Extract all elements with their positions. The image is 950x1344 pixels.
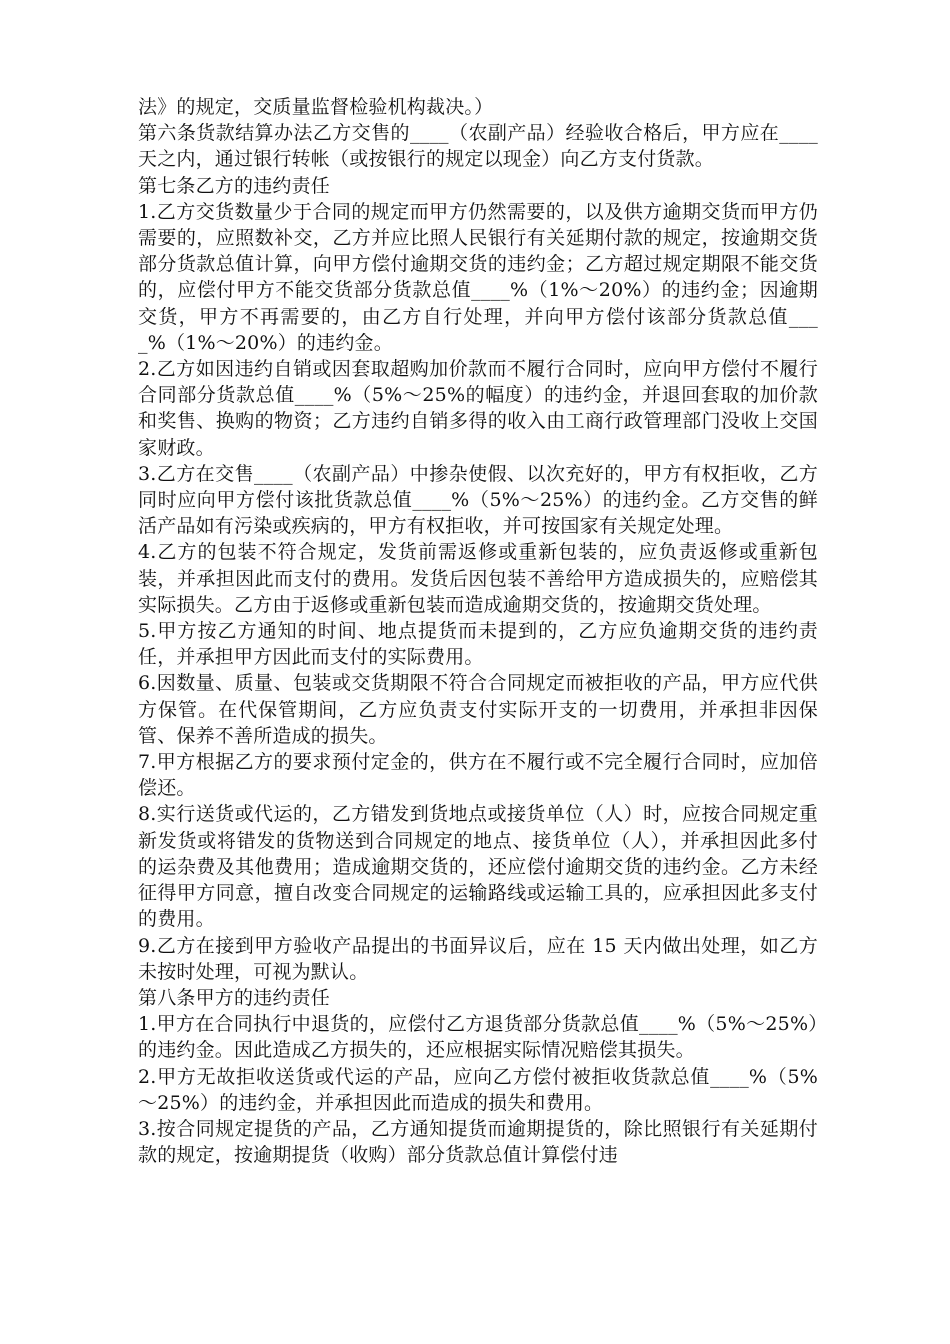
paragraph-continuation: 法》的规定，交质量监督检验机构裁决。）	[138, 96, 494, 118]
article-8-clause-3: 3.按合同规定提货的产品，乙方通知提货而逾期提货的，除比照银行有关延期付款的规定，按逾期提货（收购）部分货款总值计算偿付违	[138, 1117, 818, 1167]
article-7-clause-6: 6.因数量、质量、包装或交货期限不符合合同规定而被拒收的产品，甲方应代供方保管。在代保管期间，乙方应负责支付实际开支的一切费用，并承担非因保管、保养不善所造成的损失。	[138, 672, 818, 747]
article-7-clause-9: 9.乙方在接到甲方验收产品提出的书面异议后，应在 15 天内做出处理，如乙方未按时处理，可视为默认。	[138, 934, 818, 983]
article-7-clause-5: 5.甲方按乙方通知的时间、地点提货而未提到的，乙方应负逾期交货的违约责任，并承担甲方因此而支付的实际费用。	[138, 620, 818, 669]
article-7-clause-8: 8.实行送货或代运的，乙方错发到货地点或接货单位（人）时，应按合同规定重新发货或将错发的货物送到合同规定的地点、接货单位（人），并承担因此多付的运杂费及其他费用；造成逾期交货的，还应偿付逾期交货的违约金。乙方未经征得甲方同意，擅自改变合同规定的运输路线或运输工具的，应承担因此多支付的费用。	[138, 803, 818, 931]
article-7-clause-4: 4.乙方的包装不符合规定，发货前需返修或重新包装的，应负责返修或重新包装，并承担因此而支付的费用。发货后因包装不善给甲方造成损失的，应赔偿其实际损失。乙方由于返修或重新包装而造成逾期交货的，按逾期交货处理。	[138, 541, 818, 616]
article-8-clause-2: 2.甲方无故拒收送货或代运的产品，应向乙方偿付被拒收货款总值____%（5%～25%）的违约金，并承担因此而造成的损失和费用。	[138, 1065, 818, 1114]
article-8-clause-1: 1.甲方在合同执行中退货的，应偿付乙方退货部分货款总值____%（5%～25%）的违约金。因此造成乙方损失的，还应根据实际情况赔偿其损失。	[138, 1013, 818, 1062]
article-7-clause-1: 1.乙方交货数量少于合同的规定而甲方仍然需要的，以及供方逾期交货而甲方仍需要的，应照数补交，乙方并应比照人民银行有关延期付款的规定，按逾期交货部分货款总值计算，向甲方偿付逾期交货的违约金；乙方超过规定期限不能交货的，应偿付甲方不能交货部分货款总值____%（1%～20%）的违约金；因逾期交货，甲方不再需要的，由乙方自行处理，并向甲方偿付该部分货款总值____%（1%～20%）的违约金。	[138, 200, 818, 354]
document-body	[138, 94, 818, 1168]
article-7-clause-2: 2.乙方如因违约自销或因套取超购加价款而不履行合同时，应向甲方偿付不履行合同部分货款总值____%（5%～25%的幅度）的违约金，并退回套取的加价款和奖售、换购的物资；乙方违约自销多得的收入由工商行政管理部门没收上交国家财政。	[138, 358, 818, 459]
article-7-clause-3: 3.乙方在交售____（农副产品）中掺杂使假、以次充好的，甲方有权拒收，乙方同时应向甲方偿付该批货款总值____%（5%～25%）的违约金。乙方交售的鲜活产品如有污染或疾病的，甲方有权拒收，并可按国家有关规定处理。	[138, 462, 818, 538]
article-7-clause-7: 7.甲方根据乙方的要求预付定金的，供方在不履行或不完全履行合同时，应加倍偿还。	[138, 751, 818, 800]
article-6-settlement: 第六条货款结算办法乙方交售的____（农副产品）经验收合格后，甲方应在____天之内，通过银行转帐（或按银行的规定以现金）向乙方支付货款。	[138, 122, 818, 171]
article-7-heading: 第七条乙方的违约责任	[138, 174, 331, 197]
article-8-heading: 第八条甲方的违约责任	[138, 986, 331, 1009]
